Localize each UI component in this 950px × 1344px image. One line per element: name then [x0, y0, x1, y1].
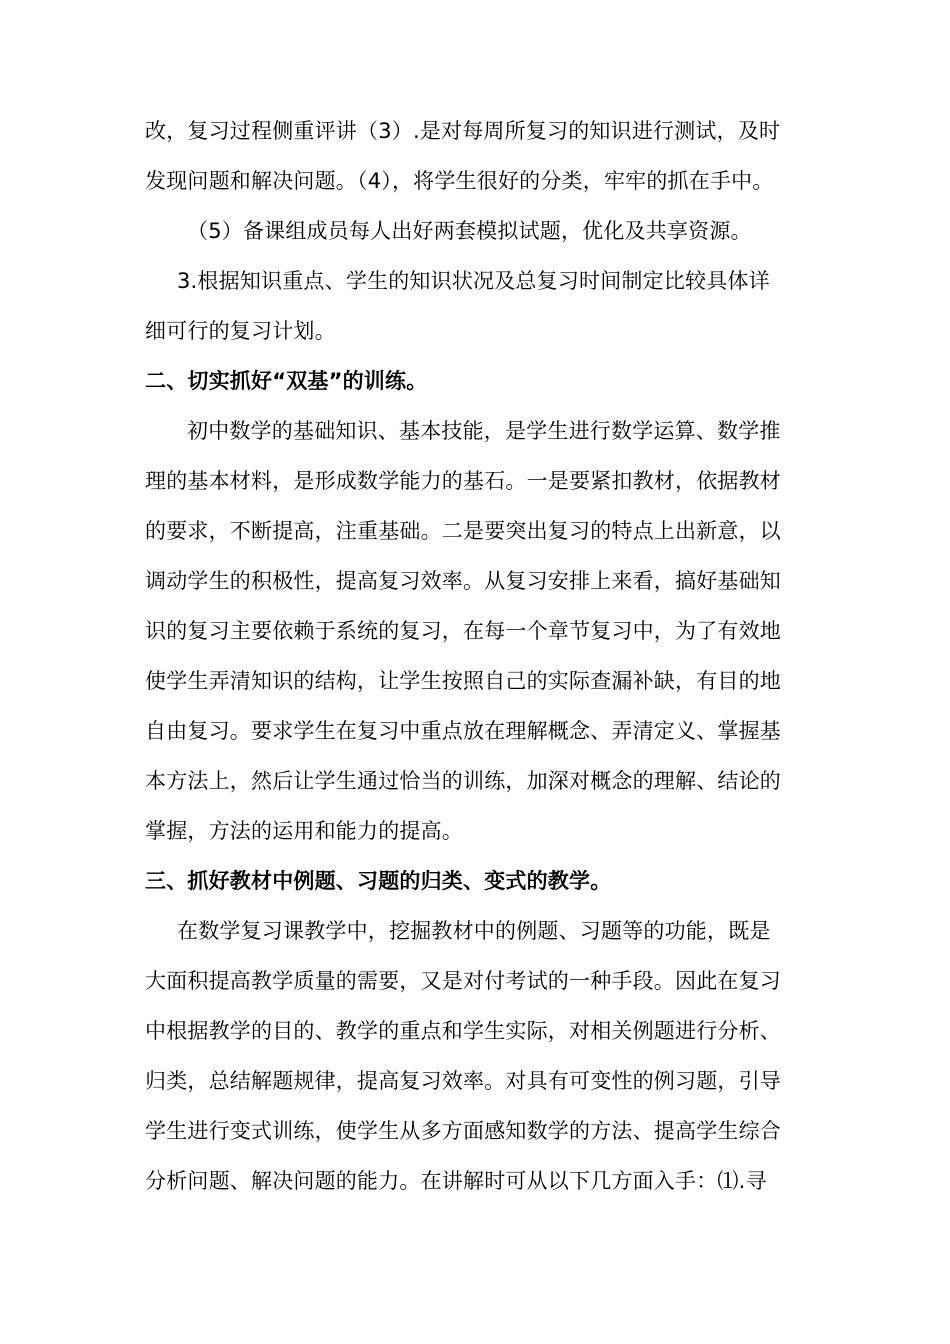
paragraph-4-line-7: 自由复习。要求学生在复习中重点放在理解概念、弄清定义、掌握基 [145, 719, 781, 743]
paragraph-5-line-5: 学生进行变式训练，使学生从多方面感知数学的方法、提高学生综合 [145, 1119, 781, 1143]
paragraph-1-line-2: 发现问题和解决问题。（4），将学生很好的分类，牢牢的抓在手中。 [145, 169, 774, 193]
paragraph-4-line-4: 调动学生的积极性，提高复习效率。从复习安排上来看，搞好基础知 [145, 569, 781, 593]
paragraph-4-line-3: 的要求，不断提高，注重基础。二是要突出复习的特点上出新意，以 [145, 519, 781, 543]
paragraph-4-line-6: 使学生弄清知识的结构，让学生按照自己的实际查漏补缺，有目的地 [145, 669, 781, 693]
paragraph-3-line-2: 细可行的复习计划。 [145, 319, 336, 343]
paragraph-5-line-4: 归类，总结解题规律，提高复习效率。对具有可变性的例习题，引导 [145, 1069, 781, 1093]
paragraph-5-line-3: 中根据教学的目的、教学的重点和学生实际，对相关例题进行分析、 [145, 1019, 781, 1043]
paragraph-5-line-6: 分析问题、解决问题的能力。在讲解时可从以下几方面入手：⑴.寻 [145, 1169, 767, 1193]
paragraph-5-line-1: 在数学复习课教学中，挖掘教材中的例题、习题等的功能，既是 [177, 919, 771, 943]
paragraph-4-line-5: 识的复习主要依赖于系统的复习，在每一个章节复习中，为了有效地 [145, 619, 781, 643]
paragraph-4-line-1: 初中数学的基础知识、基本技能，是学生进行数学运算、数学推 [187, 419, 781, 443]
paragraph-2-line-1: （5）备课组成员每人出好两套模拟试题，优化及共享资源。 [187, 219, 752, 243]
paragraph-4-line-9: 掌握，方法的运用和能力的提高。 [145, 819, 463, 843]
paragraph-4-line-2: 理的基本材料，是形成数学能力的基石。一是要紧扣教材，依据教材 [145, 469, 781, 493]
section-heading-2: 二、切实抓好“双基”的训练。 [145, 369, 428, 393]
paragraph-4-line-8: 本方法上，然后让学生通过恰当的训练，加深对概念的理解、结论的 [145, 769, 781, 793]
paragraph-1-line-1: 改，复习过程侧重评讲（3）.是对每周所复习的知识进行测试，及时 [145, 119, 781, 143]
paragraph-3-line-1: 3.根据知识重点、学生的知识状况及总复习时间制定比较具体详 [177, 269, 770, 293]
paragraph-5-line-2: 大面积提高教学质量的需要，又是对付考试的一种手段。因此在复习 [145, 969, 781, 993]
section-heading-3: 三、抓好教材中例题、习题的归类、变式的教学。 [145, 869, 612, 893]
